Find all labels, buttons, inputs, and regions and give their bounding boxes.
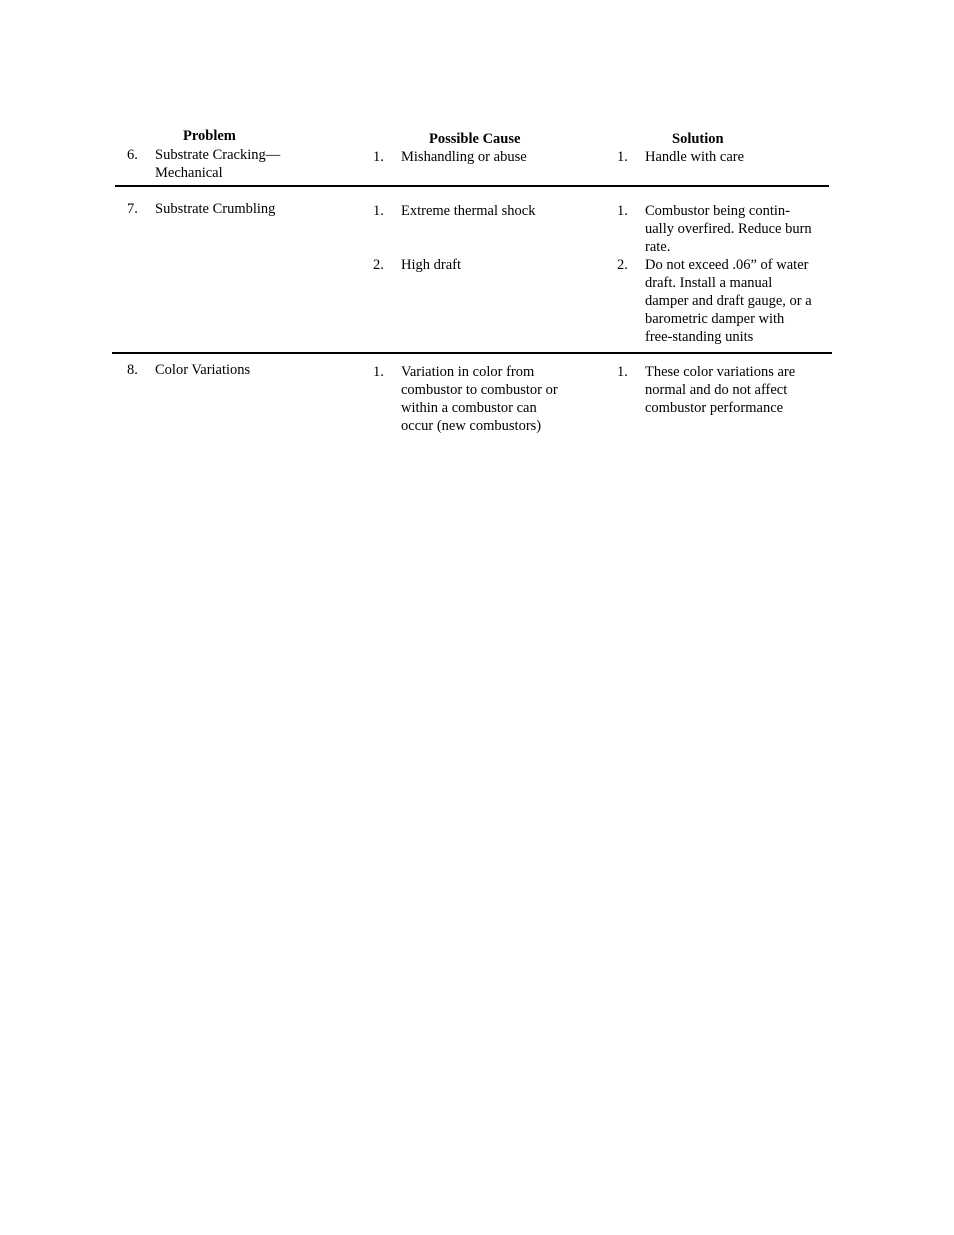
problem-number: 7. bbox=[127, 201, 138, 217]
solution-number: 1. bbox=[617, 364, 628, 380]
cause-number: 1. bbox=[373, 149, 384, 165]
cause-text-line: within a combustor can bbox=[401, 400, 537, 416]
problem-text-line: Substrate Cracking— bbox=[155, 147, 281, 163]
solution-text-line: These color variations are bbox=[645, 364, 796, 380]
header-solution: Solution bbox=[672, 131, 724, 147]
solution-text-line: free-standing units bbox=[645, 329, 754, 345]
solution-number: 1. bbox=[617, 149, 628, 165]
cause-text-line: Extreme thermal shock bbox=[401, 203, 536, 219]
solution-text-line: Do not exceed .06” of water bbox=[645, 257, 809, 273]
problem-number: 8. bbox=[127, 362, 138, 378]
cause-text-line: Variation in color from bbox=[401, 364, 535, 380]
solution-text-line: normal and do not affect bbox=[645, 382, 788, 398]
solution-number: 2. bbox=[617, 257, 628, 273]
header-possible-cause: Possible Cause bbox=[429, 131, 521, 147]
row-divider bbox=[115, 185, 829, 187]
problem-text-line: Color Variations bbox=[155, 362, 251, 378]
solution-text-line: draft. Install a manual bbox=[645, 275, 773, 291]
row-divider bbox=[112, 352, 832, 354]
solution-number: 1. bbox=[617, 203, 628, 219]
cause-number: 1. bbox=[373, 364, 384, 380]
solution-text-line: rate. bbox=[645, 239, 671, 255]
cause-text-line: occur (new combustors) bbox=[401, 418, 542, 434]
problem-text-line: Substrate Crumbling bbox=[155, 201, 276, 217]
cause-text-line: combustor to combustor or bbox=[401, 382, 558, 398]
cause-number: 1. bbox=[373, 203, 384, 219]
cause-text-line: Mishandling or abuse bbox=[401, 149, 527, 165]
solution-text-line: ually overfired. Reduce burn bbox=[645, 221, 812, 237]
solution-text-line: Handle with care bbox=[645, 149, 745, 165]
solution-text-line: combustor performance bbox=[645, 400, 784, 416]
solution-text-line: barometric damper with bbox=[645, 311, 785, 327]
solution-text-line: damper and draft gauge, or a bbox=[645, 293, 812, 309]
problem-text-line: Mechanical bbox=[155, 165, 223, 181]
cause-text-line: High draft bbox=[401, 257, 461, 273]
problem-number: 6. bbox=[127, 147, 138, 163]
solution-text-line: Combustor being contin- bbox=[645, 203, 790, 219]
header-problem: Problem bbox=[183, 128, 236, 144]
cause-number: 2. bbox=[373, 257, 384, 273]
